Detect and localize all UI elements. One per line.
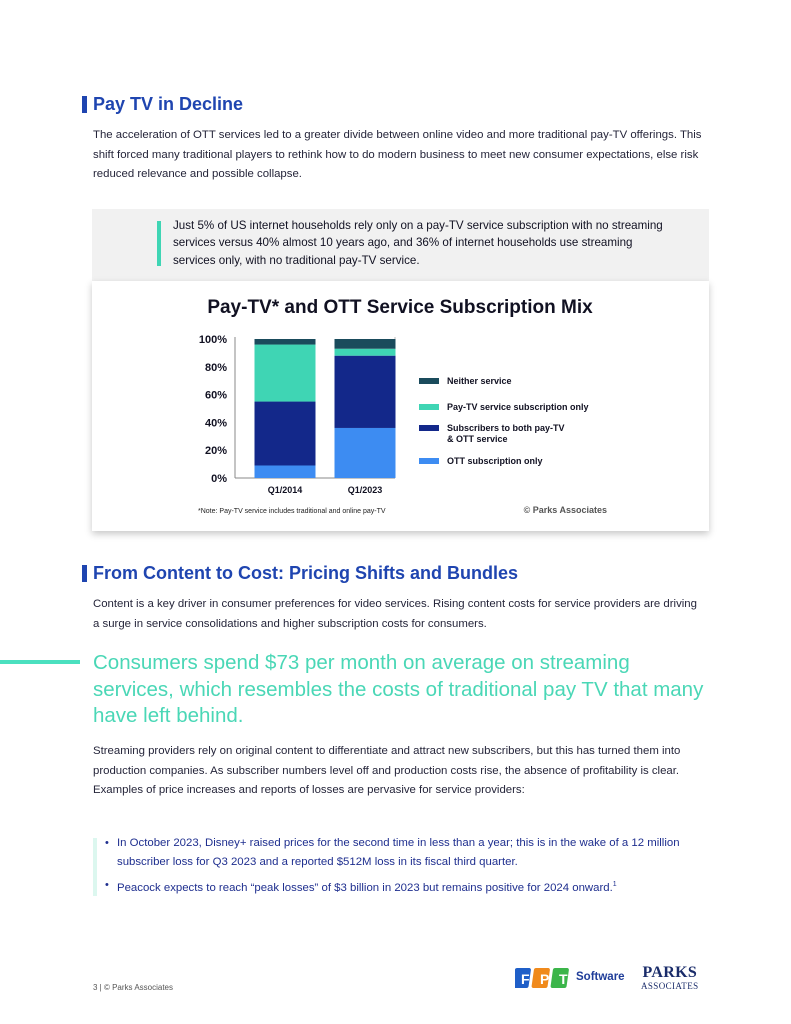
y-tick-label: 80%	[204, 361, 227, 374]
legend-label: Neither service	[447, 376, 512, 386]
pull-quote-accent-line	[0, 660, 80, 664]
stat-callout	[92, 209, 709, 281]
bar-segment	[335, 428, 396, 478]
y-tick-label: 100%	[198, 334, 227, 346]
parks-logo-line2: ASSOCIATES	[641, 981, 699, 991]
chart-source: © Parks Associates	[523, 505, 607, 515]
intro-paragraph: The acceleration of OTT services led to a greater divide between online video and more traditional pay-TV offerings. This shift forced many traditional players to rethink how to do modern business to meet new consumer expectations, else risk reduced relevance and possible collapse.	[93, 129, 702, 180]
section-marker	[82, 565, 87, 582]
callout-text: Just 5% of US internet households rely only on a pay-TV service subscription with no streaming services versus 40% almost 10 years ago, and 36% of internet households use streaming services only, with no traditional pay-TV service.	[173, 219, 663, 267]
pull-quote: Consumers spend $73 per month on average on streaming services, which resembles the costs of traditional pay TV that many have left behind.	[93, 651, 704, 727]
fpt-software-label: Software	[576, 971, 625, 983]
section-heading-pay-tv	[82, 94, 243, 115]
section-title: From Content to Cost: Pricing Shifts and Bundles	[93, 563, 518, 583]
y-tick-label: 0%	[211, 473, 227, 485]
bar-segment	[255, 402, 316, 466]
legend-swatch	[419, 404, 439, 410]
footnote-marker: 1	[612, 881, 617, 888]
subscription-mix-chart	[92, 281, 709, 531]
bar-segment	[255, 465, 316, 478]
bullet-accent-bar	[93, 838, 97, 896]
section-marker	[82, 96, 87, 113]
legend-label: Pay-TV service subscription only	[447, 402, 589, 412]
fpt-logo	[515, 962, 575, 992]
svg-text:T: T	[559, 971, 568, 987]
legend-label: Subscribers to both pay-TV	[447, 423, 565, 433]
content-paragraph: Content is a key driver in consumer preferences for video services. Rising content costs for service providers are driving a surge in service consolidations and higher subscription costs for consumers.	[93, 598, 697, 630]
svg-text:P: P	[540, 971, 550, 987]
y-tick-label: 40%	[204, 417, 227, 430]
bullet-text	[117, 876, 705, 897]
bullet-text: In October 2023, Disney+ raised prices for the second time in less than a year; this is in the wake of a 12 million subscriber loss for Q3 2023 and a reported $512M loss in its fiscal third quarter.	[117, 837, 680, 868]
chart-canvas	[92, 281, 709, 531]
section-title: Pay TV in Decline	[93, 94, 244, 114]
bar-segment	[255, 339, 316, 345]
legend-label: OTT subscription only	[447, 456, 543, 466]
bar-segment	[335, 349, 396, 356]
callout-accent-bar	[157, 221, 161, 266]
y-tick-label: 20%	[204, 445, 227, 458]
chart-note: *Note: Pay-TV service includes traditional and online pay-TV	[198, 508, 386, 515]
page-footer: 3 | © Parks Associates	[93, 983, 174, 992]
chart-title: Pay-TV* and OTT Service Subscription Mix	[207, 297, 593, 318]
bar-segment	[335, 339, 396, 349]
x-tick-label: Q1/2023	[347, 485, 383, 495]
bullet-icon: •	[105, 879, 109, 891]
bar-segment	[335, 356, 396, 428]
bullet-text-body: Peacock expects to reach “peak losses” of $3 billion in 2023 but remains positive for 2024 onward.	[117, 881, 613, 894]
section-heading-pricing	[82, 563, 518, 584]
x-tick-label: Q1/2014	[267, 485, 303, 495]
legend-swatch	[419, 458, 439, 464]
bullet-icon: •	[105, 837, 109, 849]
legend-swatch	[419, 378, 439, 384]
svg-text:F: F	[521, 971, 530, 987]
parks-logo-line1: PARKS	[642, 964, 698, 981]
parks-associates-logo	[641, 965, 699, 992]
legend-swatch	[419, 425, 439, 431]
y-tick-label: 60%	[204, 389, 227, 402]
streaming-paragraph: Streaming providers rely on original content to differentiate and attract new subscribers, but this has turned them into production companies. As subscriber numbers level off and production costs rise, the absence of profitability is clear. Examples of price increases and reports of losses are pervasive for service providers:	[93, 745, 681, 796]
bar-segment	[255, 345, 316, 402]
legend-label: & OTT service	[447, 434, 508, 444]
